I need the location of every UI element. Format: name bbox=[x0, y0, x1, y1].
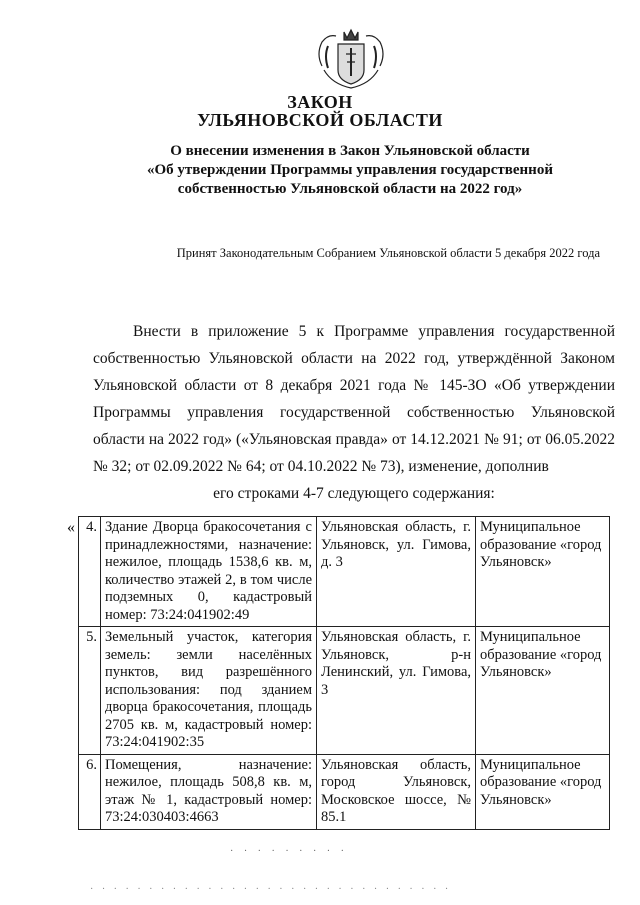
object-cell: Помещения, назначение: нежилое, площадь 508,8 кв. м, этаж № 1, кадастровый номер: 73:24:030403:4663 bbox=[101, 754, 317, 829]
region-title: УЛЬЯНОВСКОЙ ОБЛАСТИ bbox=[197, 110, 443, 130]
owner-cell: Муниципальное образование «город Ульяновск» bbox=[476, 754, 610, 829]
body-paragraph bbox=[93, 318, 615, 507]
row-number: 6. bbox=[79, 754, 101, 829]
row-number: 5. bbox=[79, 627, 101, 755]
table-row bbox=[79, 517, 610, 627]
subtitle-line: О внесении изменения в Закон Ульяновской области bbox=[170, 143, 530, 159]
address-cell: Ульяновская область, г. Ульяновск, ул. Гимова, д. 3 bbox=[317, 517, 476, 627]
subtitle-line: собственностью Ульяновской области на 2022 год» bbox=[177, 181, 523, 197]
row-number: 4. bbox=[79, 517, 101, 627]
coat-of-arms-emblem bbox=[312, 26, 390, 92]
law-title: ЗАКОН bbox=[287, 92, 353, 112]
object-cell: Земельный участок, категория земель: земли населённых пунктов, вид разрешённого использования: под зданием дворца бракосочетания, площадь 2705 кв. м, кадастровый номер: 73:24:041902:35 bbox=[101, 627, 317, 755]
object-cell: Здание Дворца бракосочетания с принадлежностями, назначение: нежилое, площадь 1538,6 кв. м, количество этажей 2, в том числе подземных 0, кадастровый номер: 73:24:041902:49 bbox=[101, 517, 317, 627]
owner-cell: Муниципальное образование «город Ульяновск» bbox=[476, 627, 610, 755]
property-table bbox=[78, 516, 610, 830]
table-row bbox=[79, 754, 610, 829]
scan-artifact: · · · · · · · · · · · · · · · · · · · · · · · · · · · · · · · bbox=[90, 884, 452, 895]
scan-artifact: · · · · · · · · · bbox=[230, 846, 348, 857]
adoption-note: Принят Законодательным Собранием Ульяновской области 5 декабря 2022 года bbox=[176, 246, 600, 260]
subtitle-line: «Об утверждении Программы управления государственной bbox=[147, 162, 553, 178]
open-quote: « bbox=[67, 519, 75, 536]
table-row bbox=[79, 627, 610, 755]
law-subtitle bbox=[110, 142, 590, 199]
address-cell: Ульяновская область, г. Ульяновск, р-н Ленинский, ул. Гимова, 3 bbox=[317, 627, 476, 755]
owner-cell: Муниципальное образование «город Ульяновск» bbox=[476, 517, 610, 627]
paragraph-tail: его строками 4-7 следующего содержания: bbox=[213, 485, 495, 502]
address-cell: Ульяновская область, город Ульяновск, Московское шоссе, № 85.1 bbox=[317, 754, 476, 829]
paragraph-text: Внести в приложение 5 к Программе управления государственной собственностью Ульяновской области на 2022 год, утверждённой Законом Ульяновской области от 8 декабря 2021 года № 145-ЗО «Об утверждении Программы управления государственной собственностью Ульяновской области на 2022 год» («Ульяновская правда» от 14.12.2021 № 91; от 06.05.2022 № 32; от 02.09.2022 № 64; от 04.10.2022 № 73), изменение, дополнив bbox=[93, 323, 615, 475]
